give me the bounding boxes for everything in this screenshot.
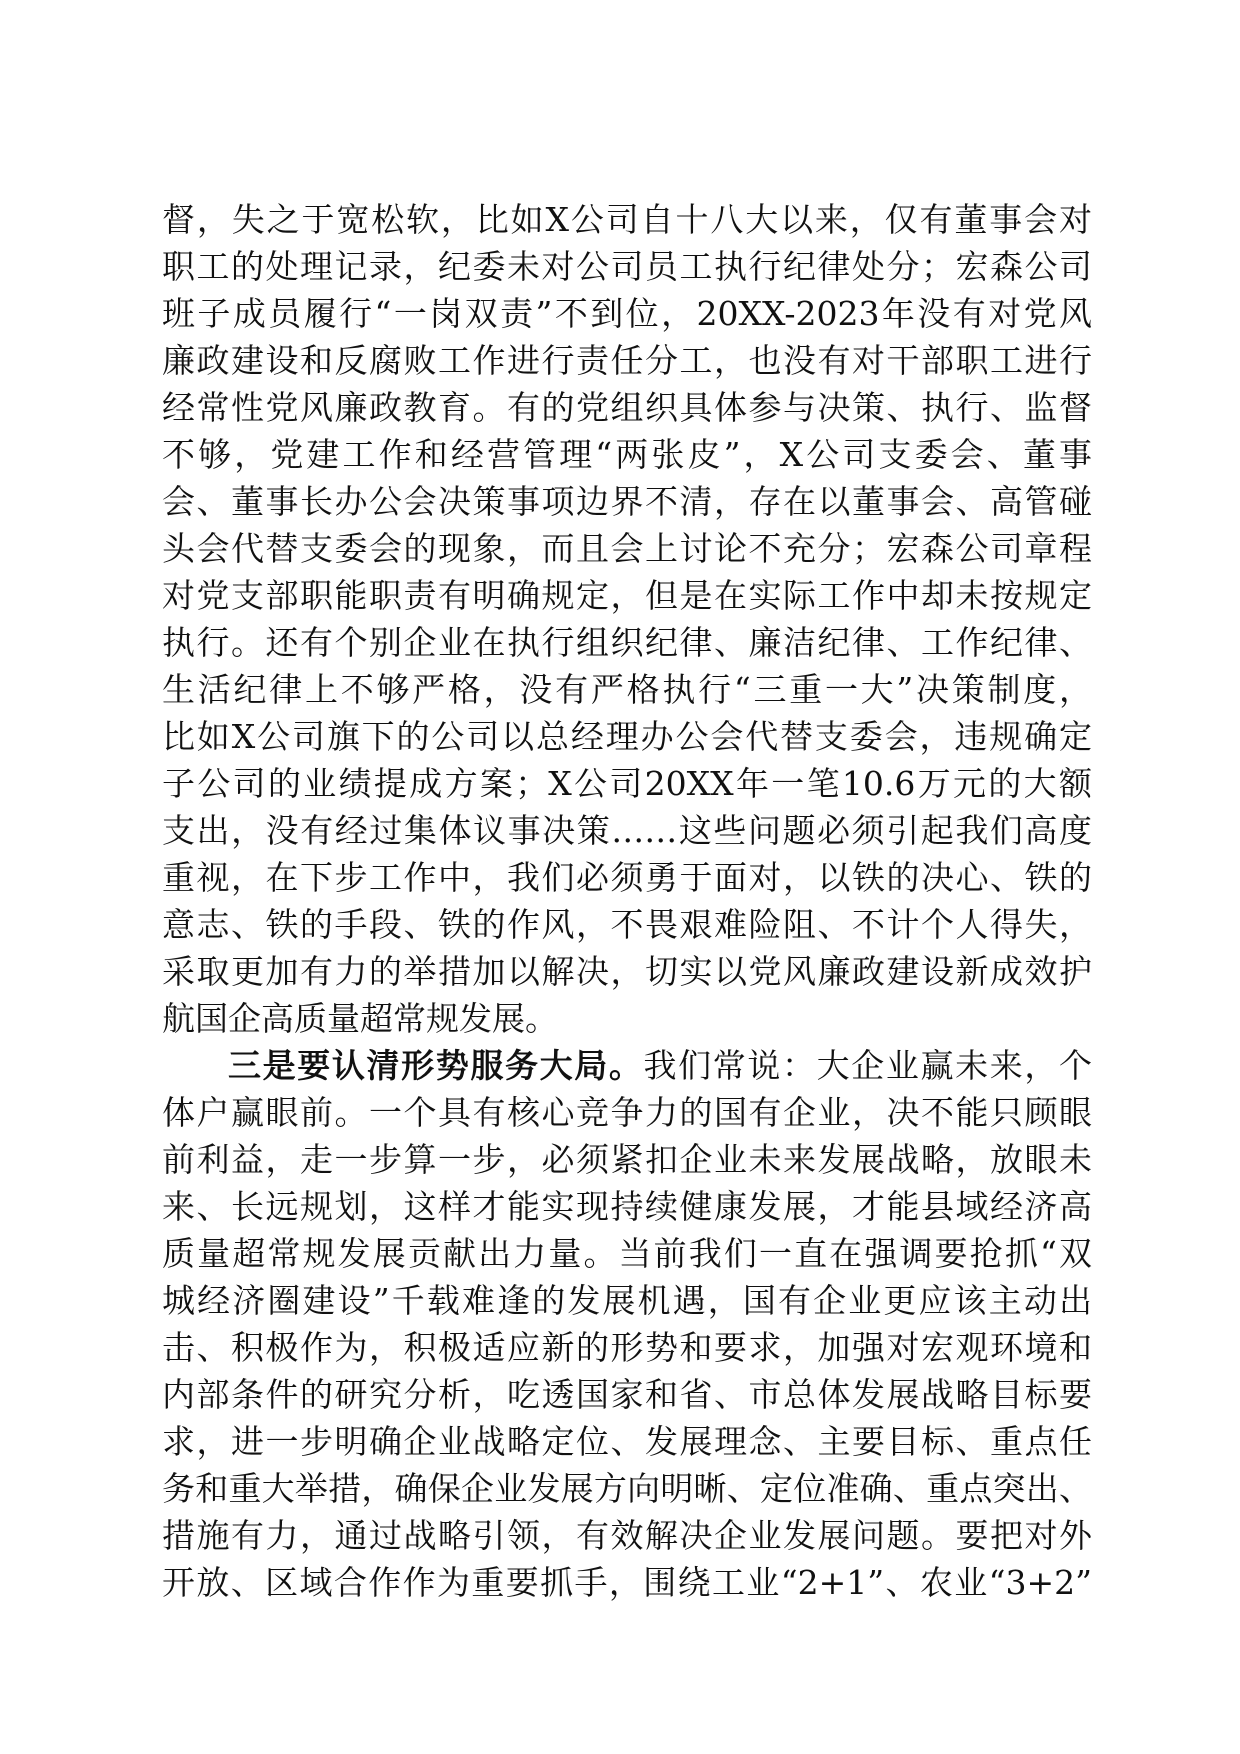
text-line: 来、长远规划，这样才能实现持续健康发展，才能县域经济高 bbox=[162, 1187, 1092, 1226]
text-line: 体户赢眼前。一个具有核心竞争力的国有企业，决不能只顾眼 bbox=[162, 1093, 1092, 1132]
text-line: 求，进一步明确企业战略定位、发展理念、主要目标、重点任 bbox=[162, 1422, 1092, 1461]
text-line: 意志、铁的手段、铁的作风，不畏艰难险阻、不计个人得失， bbox=[162, 905, 1092, 944]
text-line: 开放、区域合作作为重要抓手，围绕工业“2+1”、农业“3+2” bbox=[162, 1563, 1092, 1602]
text-line: 生活纪律上不够严格，没有严格执行“三重一大”决策制度， bbox=[162, 670, 1092, 709]
text-line: 不够，党建工作和经营管理“两张皮”，X公司支委会、董事 bbox=[162, 435, 1092, 474]
text-line: 航国企高质量超常规发展。 bbox=[162, 999, 558, 1038]
text-line: 重视，在下步工作中，我们必须勇于面对，以铁的决心、铁的 bbox=[162, 858, 1092, 897]
text-line: 内部条件的研究分析，吃透国家和省、市总体发展战略目标要 bbox=[162, 1375, 1092, 1414]
text-line: 会、董事长办公会决策事项边界不清，存在以董事会、高管碰 bbox=[162, 482, 1092, 521]
text-line: 支出，没有经过集体议事决策……这些问题必须引起我们高度 bbox=[162, 811, 1092, 850]
text-line: 击、积极作为，积极适应新的形势和要求，加强对宏观环境和 bbox=[162, 1328, 1092, 1367]
text-line: 执行。还有个别企业在执行组织纪律、廉洁纪律、工作纪律、 bbox=[162, 623, 1092, 662]
text-run: 我们常说：大企业赢未来，个 bbox=[643, 1046, 1092, 1085]
text-line: 子公司的业绩提成方案；X公司20XX年一笔10.6万元的大额 bbox=[162, 764, 1092, 803]
text-line: 职工的处理记录，纪委未对公司员工执行纪律处分；宏森公司 bbox=[162, 247, 1092, 286]
paragraph-2-first-line bbox=[162, 1042, 1092, 1089]
text-line: 质量超常规发展贡献出力量。当前我们一直在强调要抢抓“双 bbox=[162, 1234, 1092, 1273]
text-line: 措施有力，通过战略引领，有效解决企业发展问题。要把对外 bbox=[162, 1516, 1092, 1555]
text-line: 务和重大举措，确保企业发展方向明晰、定位准确、重点突出、 bbox=[162, 1469, 1092, 1508]
text-line: 比如X公司旗下的公司以总经理办公会代替支委会，违规确定 bbox=[162, 717, 1092, 756]
text-line: 采取更加有力的举措加以解决，切实以党风廉政建设新成效护 bbox=[162, 952, 1092, 991]
text-line: 廉政建设和反腐败工作进行责任分工，也没有对干部职工进行 bbox=[162, 341, 1092, 380]
document-body bbox=[162, 196, 1092, 1606]
text-line: 经常性党风廉政教育。有的党组织具体参与决策、执行、监督 bbox=[162, 388, 1092, 427]
text-line: 城经济圈建设”千载难逢的发展机遇，国有企业更应该主动出 bbox=[162, 1281, 1092, 1320]
paragraph-heading: 三是要认清形势服务大局。 bbox=[228, 1046, 644, 1085]
text-line: 督，失之于宽松软，比如X公司自十八大以来，仅有董事会对 bbox=[162, 200, 1092, 239]
text-line: 班子成员履行“一岗双责”不到位，20XX-2023年没有对党风 bbox=[162, 294, 1092, 333]
text-line: 前利益，走一步算一步，必须紧扣企业未来发展战略，放眼未 bbox=[162, 1140, 1092, 1179]
paragraph-1 bbox=[162, 196, 1092, 1042]
text-line: 对党支部职能职责有明确规定，但是在实际工作中却未按规定 bbox=[162, 576, 1092, 615]
text-line: 头会代替支委会的现象，而且会上讨论不充分；宏森公司章程 bbox=[162, 529, 1092, 568]
paragraph-2 bbox=[162, 1042, 1092, 1606]
